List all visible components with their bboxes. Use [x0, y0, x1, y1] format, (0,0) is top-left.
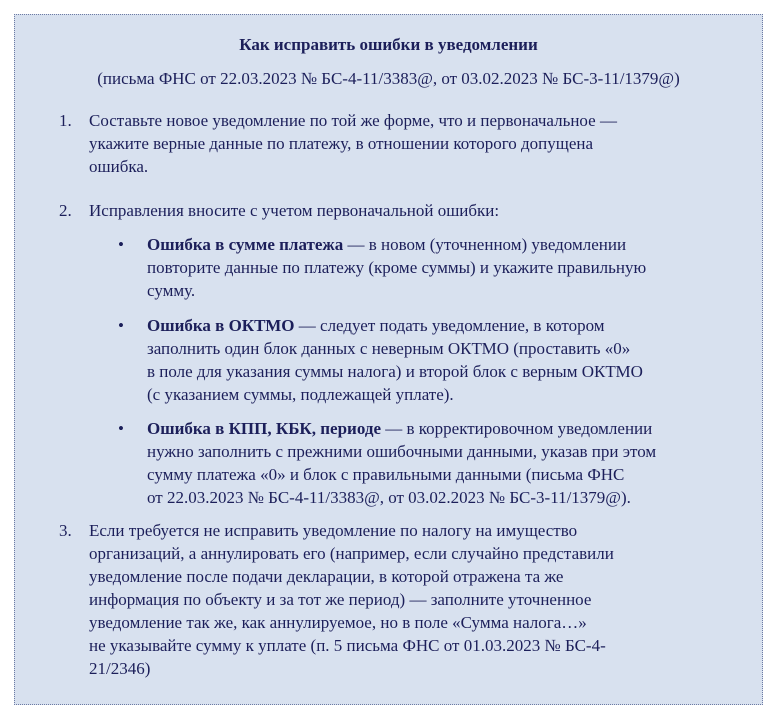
info-panel: [14, 14, 763, 705]
document-subtitle: (письма ФНС от 22.03.2023 № БС-4-11/3383@, от 03.02.2023 № БС-3-11/1379@): [97, 69, 680, 88]
item-text-line: Составьте новое уведомление по той же форме, что и первоначальное —: [89, 111, 617, 130]
bullet-icon: •: [118, 235, 124, 254]
bullet-icon: •: [118, 419, 124, 438]
bullet-text-line: в поле для указания суммы налога) и второй блок с верным ОКТМО: [147, 362, 643, 381]
bullet-text-line: нужно заполнить с прежними ошибочными данными, указав при этом: [147, 442, 657, 461]
item-text-line: организаций, а аннулировать его (например, если случайно представили: [89, 544, 614, 563]
item-text-line: информация по объекту и за тот же период) — заполните уточненное: [89, 590, 592, 609]
bullet-text-line: заполнить один блок данных с неверным ОКТМО (проставить «0»: [147, 339, 631, 358]
bullet-text: — в корректировочном уведомлении: [381, 419, 653, 438]
item-text-line: Исправления вносите с учетом первоначальной ошибки:: [89, 201, 500, 220]
bullet-first-line: [147, 315, 605, 337]
bullet-text-line: (с указанием суммы, подлежащей уплате).: [147, 385, 454, 404]
item-number: 3.: [59, 521, 72, 540]
bullet-heading: Ошибка в ОКТМО: [147, 316, 295, 335]
item-number: 2.: [59, 201, 72, 220]
bullet-text: — в новом (уточненном) уведомлении: [343, 235, 627, 254]
bullet-text-line: сумму.: [147, 281, 196, 300]
item-text-line: укажите верные данные по платежу, в отношении которого допущена: [89, 134, 594, 153]
bullet-text-line: сумму платежа «0» и блок с правильными данными (письма ФНС: [147, 465, 625, 484]
bullet-text: — следует подать уведомление, в котором: [294, 316, 605, 335]
item-text-line: уведомление так же, как аннулируемое, но в поле «Сумма налога…»: [89, 613, 587, 632]
bullet-heading: Ошибка в сумме платежа: [147, 235, 344, 254]
bullet-heading: Ошибка в КПП, КБК, периоде: [147, 419, 381, 438]
bullet-text-line: от 22.03.2023 № БС-4-11/3383@, от 03.02.2023 № БС-3-11/1379@).: [147, 488, 631, 507]
item-text-line: не указывайте сумму к уплате (п. 5 письма ФНС от 01.03.2023 № БС-4-: [89, 636, 606, 655]
item-number: 1.: [59, 111, 72, 130]
item-text-line: ошибка.: [89, 157, 149, 176]
bullet-icon: •: [118, 316, 124, 335]
item-text-line: 21/2346): [89, 659, 151, 678]
bullet-text-line: повторите данные по платежу (кроме суммы) и укажите правильную: [147, 258, 647, 277]
item-text-line: уведомление после подачи декларации, в которой отражена та же: [89, 567, 564, 586]
bullet-first-line: [147, 418, 652, 440]
bullet-first-line: [147, 234, 626, 256]
document-title: Как исправить ошибки в уведомлении: [239, 35, 538, 54]
item-text-line: Если требуется не исправить уведомление по налогу на имущество: [89, 521, 578, 540]
